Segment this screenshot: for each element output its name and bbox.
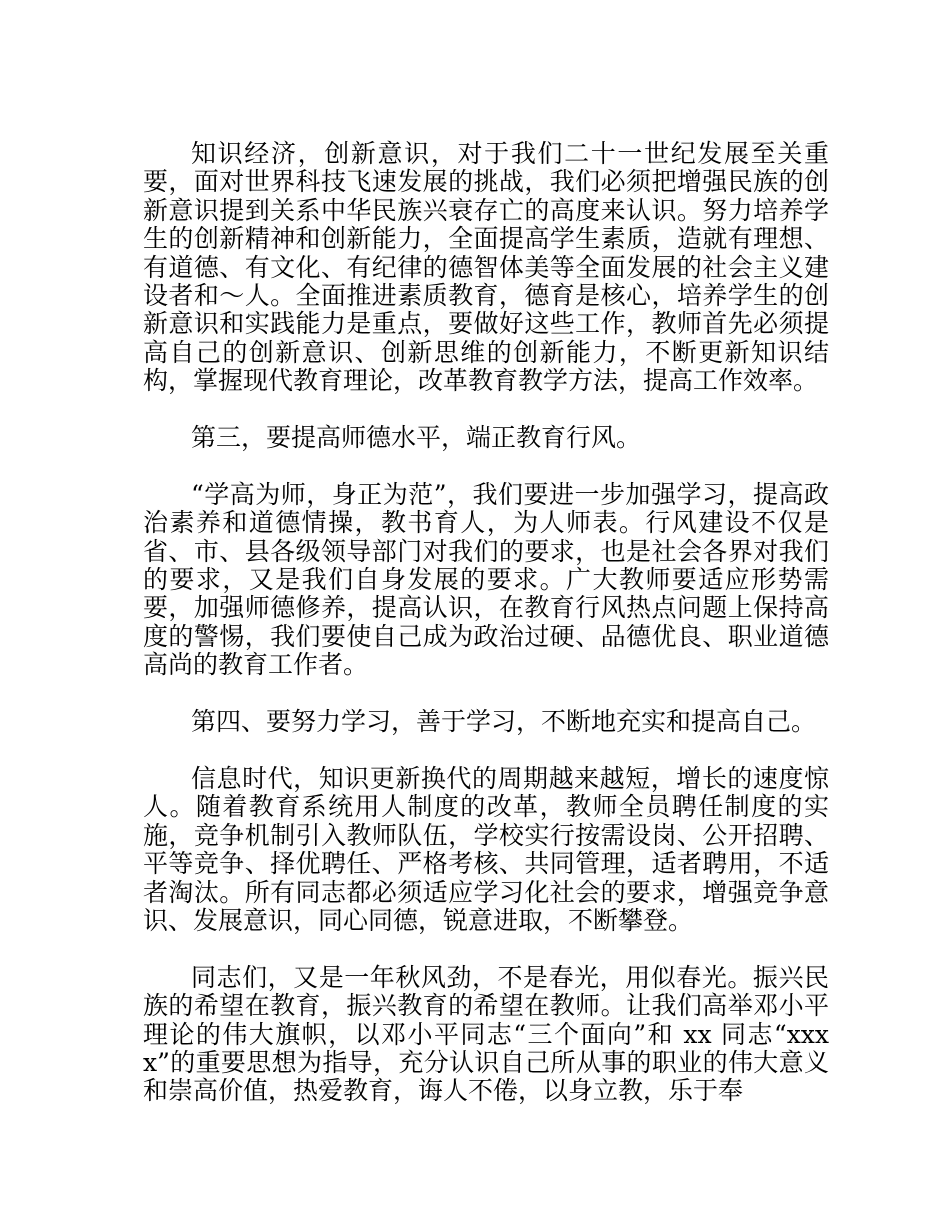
- heading-point-four: 第四、要努力学习，善于学习，不断地充实和提高自己。: [191, 707, 817, 737]
- document-body: [143, 140, 829, 1106]
- paragraph-teacher-ethics: “学高为师，身正为范”，我们要进一步加强学习，提高政治素养和道德情操，教书育人，为人师表。行风建设不仅是省、市、县各级领导部门对我们的要求，也是社会各界对我们的要求，又是我们自身发展的要求。广大教师要适应形势需要，加强师德修养，提高认识，在教育行风热点问题上保持高度的警惕，我们要使自己成为政治过硬、品德优良、职业道德高尚的教育工作者。: [143, 479, 829, 680]
- paragraph-closing: 同志们，又是一年秋风劲，不是春光，用似春光。振兴民族的希望在教育，振兴教育的希望在教师。让我们高举邓小平理论的伟大旗帜，以邓小平同志“三个面向”和 xx 同志“xxxx”的重要思想为指导，充分认识自己所从事的职业的伟大意义和崇高价值，热爱教育，诲人不倦，以身立教，乐于奉: [143, 962, 829, 1106]
- heading-point-three: 第三，要提高师德水平，端正教育行风。: [191, 423, 642, 453]
- paragraph-information-age: 信息时代，知识更新换代的周期越来越短，增长的速度惊人。随着教育系统用人制度的改革，教师全员聘任制度的实施，竞争机制引入教师队伍，学校实行按需设岗、公开招聘、平等竞争、择优聘任、严格考核、共同管理，适者聘用，不适者淘汰。所有同志都必须适应学习化社会的要求，增强竞争意识、发展意识，同心同德，锐意进取，不断攀登。: [143, 763, 829, 935]
- paragraph-innovation: 知识经济，创新意识，对于我们二十一世纪发展至关重要，面对世界科技飞速发展的挑战，我们必须把增强民族的创新意识提到关系中华民族兴衰存亡的高度来认识。努力培养学生的创新精神和创新能力，全面提高学生素质，造就有理想、有道德、有文化、有纪律的德智体美等全面发展的社会主义建设者和～人。全面推进素质教育，德育是核心，培养学生的创新意识和实践能力是重点，要做好这些工作，教师首先必须提高自己的创新意识、创新思维的创新能力，不断更新知识结构，掌握现代教育理论，改革教育教学方法，提高工作效率。: [143, 139, 829, 396]
